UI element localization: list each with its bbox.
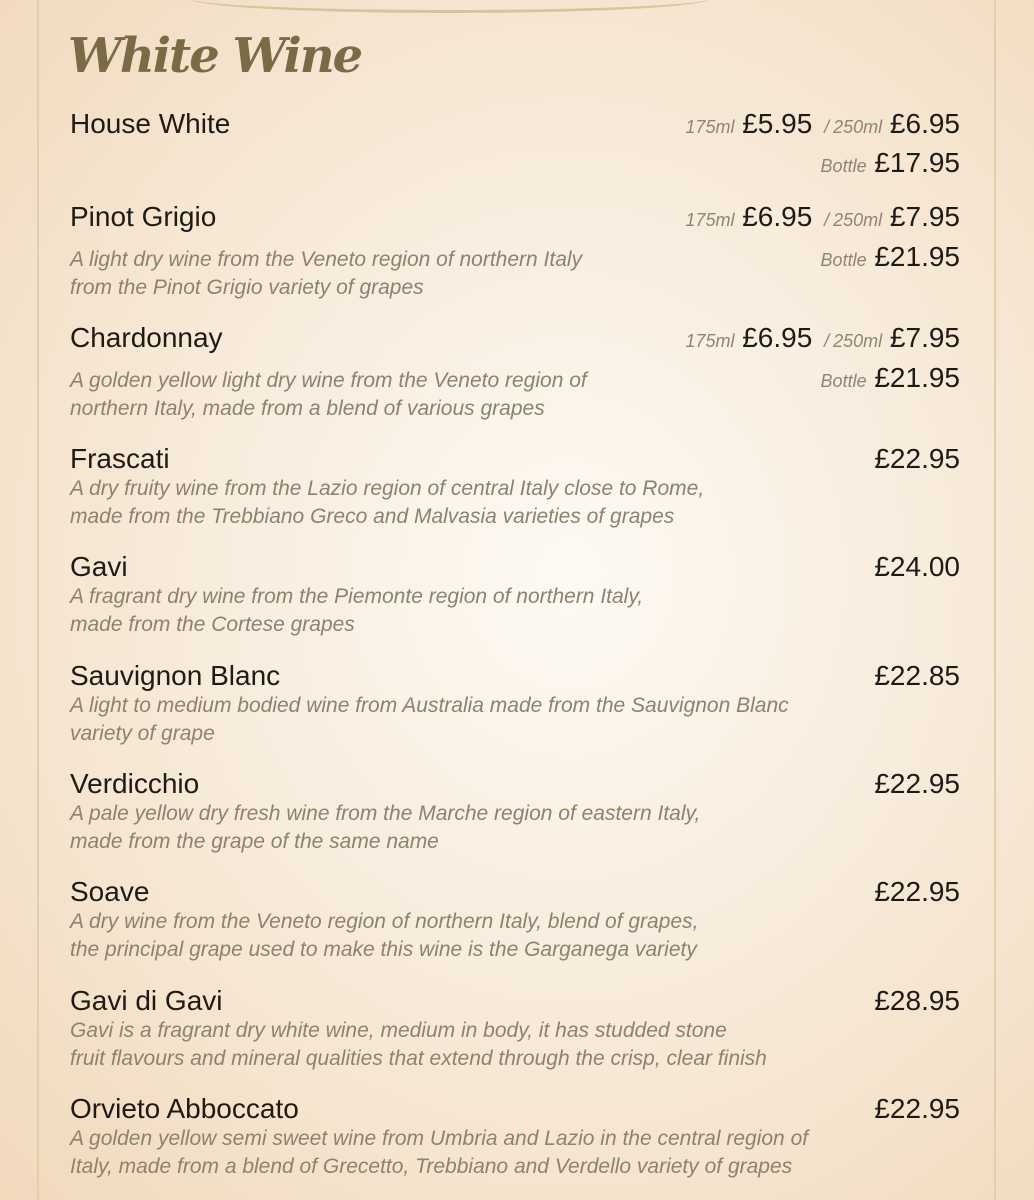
wine-name: Chardonnay (70, 322, 223, 353)
wine-name: Verdicchio (70, 768, 200, 799)
price: £22.95 (874, 768, 960, 799)
wine-description: A pale yellow dry fresh wine from the Marche region of eastern Italy, made from the grape of the same name (70, 802, 701, 853)
glass-prices: 175ml £6.95 / 250ml £7.95 (685, 201, 960, 232)
bottle-price-line: Bottle £17.95 (820, 147, 960, 178)
wine-name: House White (70, 108, 231, 139)
wine-description: A light dry wine from the Veneto region of northern Italy from the Pinot Grigio variety of grapes (70, 248, 583, 299)
wine-description: Gavi is a fragrant dry white wine, medium in body, it has studded stone fruit flavours and mineral qualities that extend through the crisp, clear finish (70, 1019, 767, 1070)
wine-description: A dry fruity wine from the Lazio region of central Italy close to Rome, made from the Trebbiano Greco and Malvasia varieties of grapes (70, 477, 705, 528)
price: £22.95 (874, 876, 960, 907)
wine-name: Soave (70, 876, 150, 907)
wine-name: Gavi (70, 551, 128, 582)
wine-item-verdicchio (70, 767, 960, 857)
price-bottle: £17.95 (874, 147, 960, 178)
wine-description: A golden yellow semi sweet wine from Umbria and Lazio in the central region of Italy, made from a blend of Grecetto, Trebbiano and Verdello variety of grapes (70, 1127, 809, 1178)
wine-item-frascati (70, 442, 960, 532)
wine-name: Sauvignon Blanc (70, 660, 281, 691)
glass-prices: 175ml £5.95 / 250ml £6.95 (685, 108, 960, 139)
wine-item-soave (70, 875, 960, 965)
price: £22.95 (874, 443, 960, 474)
wine-item-gavi-di-gavi (70, 984, 960, 1074)
price-250ml: £7.95 (889, 322, 960, 353)
price-175ml: £6.95 (742, 201, 813, 232)
price-250ml: £6.95 (889, 108, 960, 139)
wine-item-pinot-grigio (70, 200, 960, 305)
wine-item-sauvignon-blanc (70, 659, 960, 749)
price-175ml: £5.95 (742, 108, 813, 139)
bottle-price-line: Bottle £21.95 (820, 362, 960, 393)
wine-description: A light to medium bodied wine from Australia made from the Sauvignon Blanc variety of grape (70, 694, 789, 745)
price-bottle: £21.95 (874, 241, 960, 272)
wine-description: A dry wine from the Veneto region of northern Italy, blend of grapes, the principal grape used to make this wine is the Garganega variety (70, 910, 699, 961)
section-title: White Wine (68, 28, 362, 84)
wine-item-orvieto-abboccato (70, 1092, 960, 1182)
price-175ml: £6.95 (742, 322, 813, 353)
price: £24.00 (874, 551, 960, 582)
wine-name: Frascati (70, 443, 170, 474)
wine-item-gavi (70, 550, 960, 640)
wine-name: Orvieto Abboccato (70, 1093, 299, 1124)
glass-prices: 175ml £6.95 / 250ml £7.95 (685, 322, 960, 353)
bottle-price-line: Bottle £21.95 (820, 241, 960, 272)
wine-item-house-white (70, 107, 960, 187)
wine-name: Gavi di Gavi (70, 985, 223, 1016)
wine-description: A golden yellow light dry wine from the Veneto region of northern Italy, made from a blend of various grapes (70, 369, 587, 420)
wine-item-chardonnay (70, 321, 960, 426)
price: £22.85 (874, 660, 960, 691)
price-250ml: £7.95 (889, 201, 960, 232)
wine-description: A fragrant dry wine from the Piemonte region of northern Italy, made from the Cortese grapes (70, 585, 644, 636)
price: £22.95 (874, 1093, 960, 1124)
price: £28.95 (874, 985, 960, 1016)
price-bottle: £21.95 (874, 362, 960, 393)
wine-name: Pinot Grigio (70, 201, 217, 232)
